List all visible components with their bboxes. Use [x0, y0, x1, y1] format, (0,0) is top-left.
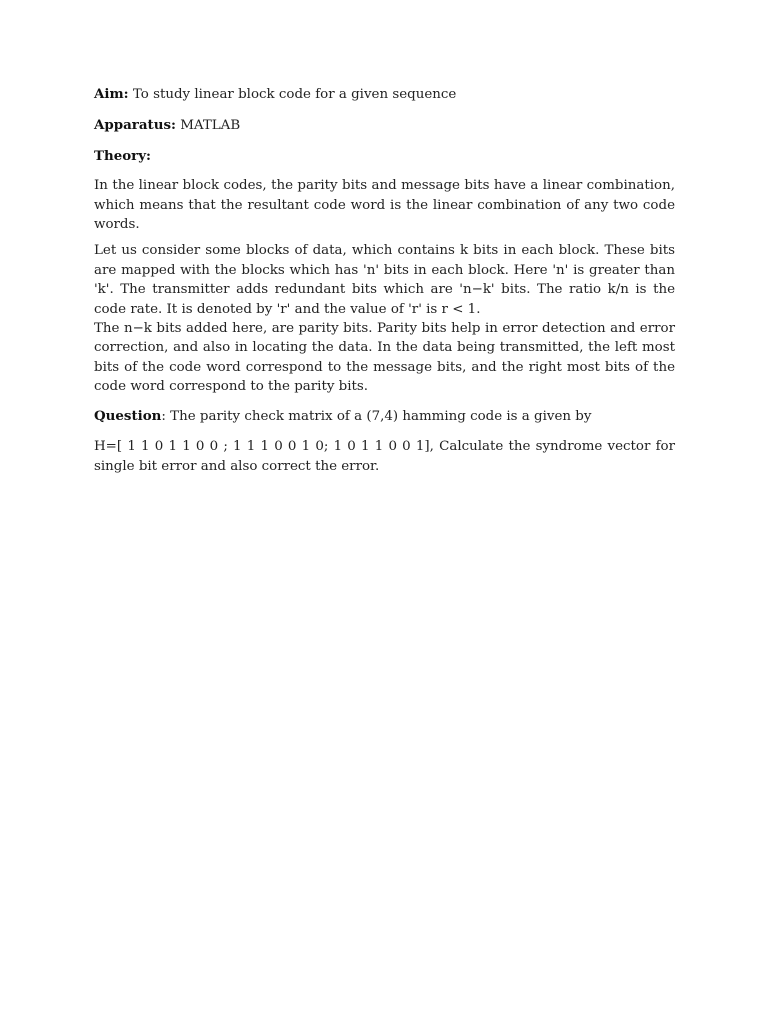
theory-label: Theory: [94, 147, 151, 164]
aim-text: To study linear block code for a given sequence [132, 87, 457, 102]
theory-paragraph-1: In the linear block codes, the parity bits and message bits have a linear combination, which means that the resultant code word is the linear combination of any two code words. [94, 178, 675, 233]
theory-paragraph-2: Let us consider some blocks of data, which contains k bits in each block. These bits are mapped with the blocks which has 'n' bits in each block. Here 'n' is greater than 'k'. The transmitter adds redundant bits which are 'n−k' bits. The ratio k/n is the code rate. It is denoted by 'r' and the value of 'r' is r < 1. [94, 243, 675, 317]
aim-line [94, 85, 675, 104]
question-text: : The parity check matrix of a (7,4) hamming code is a given by [161, 408, 592, 424]
theory-paragraph-3: The n−k bits added here, are parity bits. Parity bits help in error detection and error correction, and also in locating the data. In the data being transmitted, the left most bits of the code word correspond to the message bits, and the right most bits of the code word correspond to the parity bits. [94, 321, 675, 395]
apparatus-label: Apparatus: [94, 117, 176, 134]
question-matrix-text: H=[ 1 1 0 1 1 0 0 ; 1 1 1 0 0 1 0; 1 0 1 1 0 0 1], Calculate the syndrome vector for single bit error and also correct the error. [94, 439, 675, 474]
question-label: Question [94, 407, 162, 424]
aim-label: Aim: [94, 86, 129, 102]
document-content [94, 85, 675, 476]
question-line [94, 407, 675, 426]
theory-heading [94, 147, 675, 166]
apparatus-text: MATLAB [180, 118, 241, 134]
apparatus-line [94, 116, 675, 135]
